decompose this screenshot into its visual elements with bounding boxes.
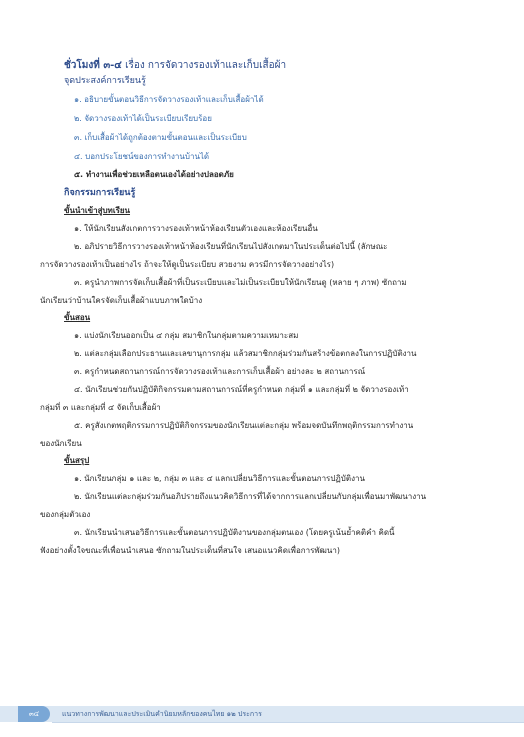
teach-line: ของนักเรียน	[40, 439, 82, 448]
teach-line: ๒. แต่ละกลุ่มเลือกประธานและเลขานุการกลุ่ม แล้วสมาชิกกลุ่มร่วมกันสร้างข้อตกลงในการปฏิบัติงาน	[74, 349, 417, 358]
objective-item: ๓. เก็บเสื้อผ้าได้ถูกต้องตามขั้นตอนและเป็นระเบียบ	[74, 133, 247, 142]
summary-line: ฟังอย่างตั้งใจขณะที่เพื่อนนำเสนอ ซักถามในประเด็นที่สนใจ เสนอแนวคิดเพื่อการพัฒนา)	[40, 546, 340, 555]
intro-line: ๑. ให้นักเรียนสังเกตการวางรองเท้าหน้าห้องเรียนตัวเองและห้องเรียนอื่น	[74, 224, 318, 233]
summary-line: ของกลุ่มตัวเอง	[40, 510, 91, 519]
objectives-heading: จุดประสงค์การเรียนรู้	[64, 76, 146, 86]
teach-line: ๕. ครูสังเกตพฤติกรรมการปฏิบัติกิจกรรมของนักเรียนแต่ละกลุ่ม พร้อมจดบันทึกพฤติกรรมการทำงาน	[74, 421, 414, 430]
title-rest: เรื่อง การจัดวางรองเท้าและเก็บเสื้อผ้า	[121, 60, 287, 71]
objective-item: ๔. บอกประโยชน์ของการทำงานบ้านได้	[74, 152, 210, 161]
teach-line: ๔. นักเรียนช่วยกันปฏิบัติกิจกรรมตามสถานการณ์ที่ครูกำหนด กลุ่มที่ ๑ และกลุ่มที่ ๒ จัดวางรองเท้า	[74, 385, 409, 394]
objective-item: ๕. ทำงานเพื่อช่วยเหลือตนเองได้อย่างปลอดภัย	[74, 170, 234, 179]
summary-line: ๓. นักเรียนนำเสนอวิธีการและขั้นตอนการปฏิบัติงานของกลุ่มตนเอง (โดยครูเน้นย้ำคติคำ คิดนี้	[74, 528, 395, 537]
summary-heading: ขั้นสรุป	[64, 456, 90, 465]
objective-item: ๑. อธิบายขั้นตอนวิธีการจัดวางรองเท้าและเก็บเสื้อผ้าได้	[74, 95, 264, 104]
intro-line: ๓. ครูนำภาพการจัดเก็บเสื้อผ้าที่เป็นระเบียบและไม่เป็นระเบียบให้นักเรียนดู (หลาย ๆ ภาพ) ซักถาม	[74, 278, 407, 287]
intro-line: นักเรียนว่าบ้านใครจัดเก็บเสื้อผ้าแบบภาพใดบ้าง	[40, 296, 203, 305]
activities-heading: กิจกรรมการเรียนรู้	[64, 188, 136, 198]
footer-title: แนวทางการพัฒนาและประเมินคำนิยมหลักของคนไทย ๑๒ ประการ	[62, 710, 262, 718]
intro-heading: ขั้นนำเข้าสู่บทเรียน	[64, 206, 131, 215]
teach-line: ๑. แบ่งนักเรียนออกเป็น ๔ กลุ่ม สมาชิกในกลุ่มตามความเหมาะสม	[74, 331, 299, 340]
page-title	[64, 58, 286, 73]
summary-line: ๑. นักเรียนกลุ่ม ๑ และ ๒, กลุ่ม ๓ และ ๔ แลกเปลี่ยนวิธีการและขั้นตอนการปฏิบัติงาน	[74, 474, 365, 483]
objective-item: ๒. จัดวางรองเท้าได้เป็นระเบียบเรียบร้อย	[74, 114, 212, 123]
teach-line: ๓. ครูกำหนดสถานการณ์การจัดวางรองเท้าและการเก็บเสื้อผ้า อย่างละ ๒ สถานการณ์	[74, 367, 366, 376]
intro-line: การจัดวางรองเท้าเป็นอย่างไร ถ้าจะให้ดูเป็นระเบียบ สวยงาม ควรมีการจัดวางอย่างไร)	[40, 260, 335, 269]
footer-divider	[52, 722, 524, 723]
summary-line: ๒. นักเรียนแต่ละกลุ่มร่วมกันอภิปรายถึงแนวคิดวิธีการที่ได้จากการแลกเปลี่ยนกับกลุ่มเพื่อนมาพัฒนางาน	[74, 492, 427, 501]
teach-line: กลุ่มที่ ๓ และกลุ่มที่ ๔ จัดเก็บเสื้อผ้า	[40, 403, 161, 412]
title-prefix: ชั่วโมงที่ ๓-๔	[64, 60, 122, 71]
intro-line: ๒. อภิปรายวิธีการวางรองเท้าหน้าห้องเรียนที่นักเรียนไปสังเกตมาในประเด็นต่อไปนี้ (ลักษณะ	[74, 242, 388, 251]
page-number: ๓๔	[28, 710, 40, 718]
teach-heading: ขั้นสอน	[64, 313, 91, 322]
